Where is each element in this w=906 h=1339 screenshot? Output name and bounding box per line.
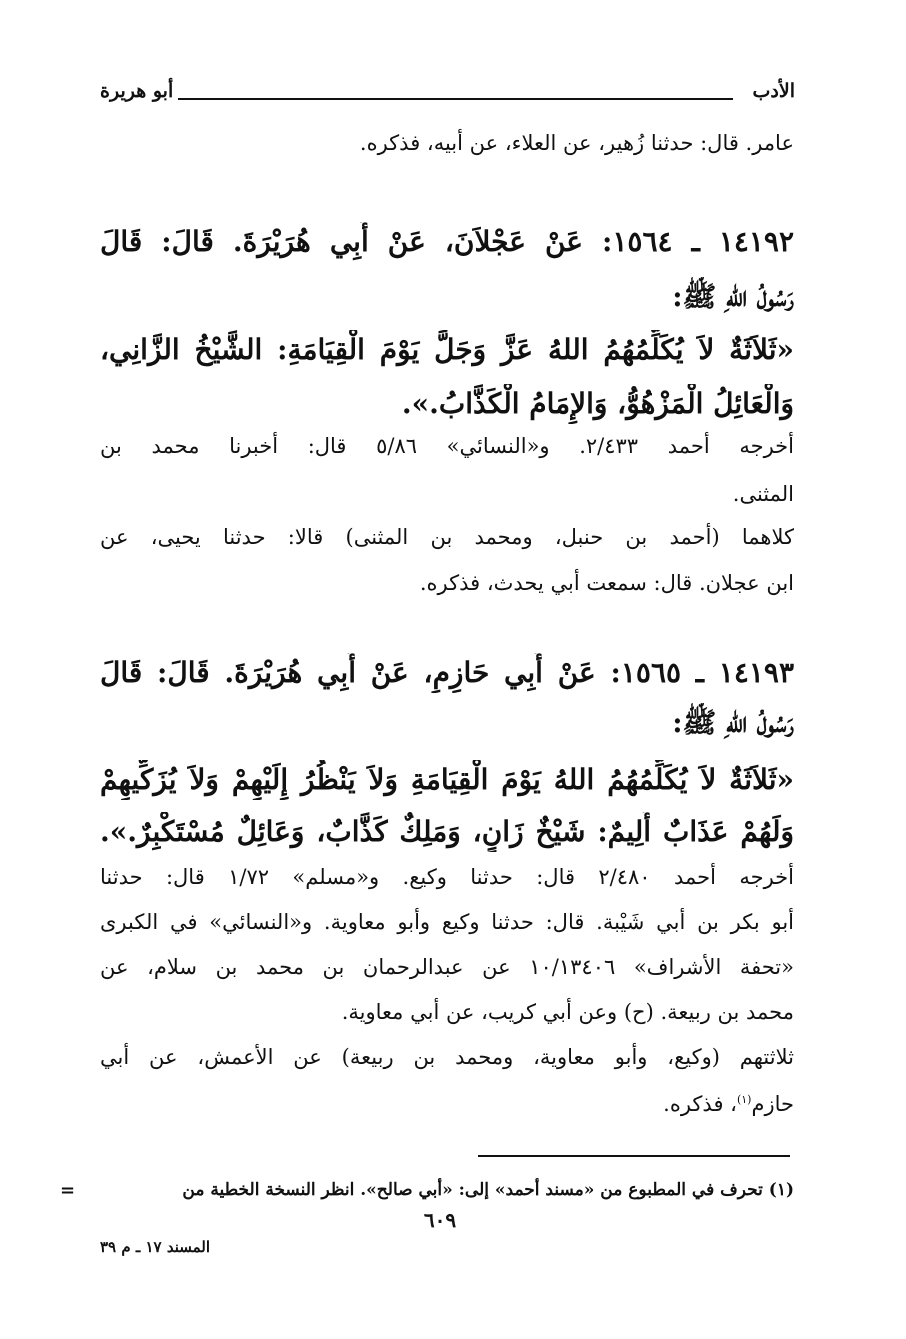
takhrij-text: ، فذكره.	[663, 1092, 737, 1116]
hadith-heading-line: رَسُولُ اللهِ ﷺ:	[672, 706, 794, 739]
takhrij-line: محمد بن ربيعة. (ح) وعن أبي كريب، عن أبي معاوية.	[341, 1000, 794, 1024]
footnote-reference: (١)	[736, 1093, 752, 1106]
hadith-matn-line: وَلَهُمْ عَذَابٌ أَلِيمٌ: شَيْخٌ زَانٍ، وَمَلِكٌ كَذَّابٌ، وَعَائِلٌ مُسْتَكْبِرٌ.».	[100, 815, 794, 848]
hadith-heading-line: ١٤١٩٣ ـ ١٥٦٥: عَنْ أَبِي حَازِمٍ، عَنْ أَبِي هُرَيْرَةَ. قَالَ: قَالَ	[100, 656, 794, 689]
takhrij-line: كلاهما (أحمد بن حنبل، ومحمد بن المثنى) قالا: حدثنا يحيى، عن	[100, 525, 794, 549]
takhrij-line: أبو بكر بن أبي شَيْبة. قال: حدثنا وكيع وأبو معاوية. و«النسائي» في الكبرى	[100, 910, 794, 934]
takhrij-line: «تحفة الأشراف» ١٠/١٣٤٠٦ عن عبدالرحمان بن محمد بن سلام، عن	[100, 955, 794, 979]
header-rule	[178, 98, 733, 100]
takhrij-line: ابن عجلان. قال: سمعت أبي يحدث، فذكره.	[419, 571, 794, 595]
text-line: عامر. قال: حدثنا زُهير، عن العلاء، عن أبيه، فذكره.	[359, 131, 794, 155]
hadith-matn-line: «ثَلاَثَةٌ لاَ يُكَلِّمُهُمُ اللهُ عَزَّ وَجَلَّ يَوْمَ الْقِيَامَةِ: الشَّيْخُ الزَّانِي،	[100, 333, 794, 366]
hadith-matn-line: وَالْعَائِلُ الْمَزْهُوُّ، وَالإِمَامُ الْكَذَّابُ.».	[401, 387, 794, 420]
page-number: ٦٠٩	[423, 1208, 457, 1232]
takhrij-line: أخرجه أحمد ٢/٤٣٣. و«النسائي» ٥/٨٦ قال: أخبرنا محمد بن	[100, 434, 794, 458]
hadith-heading-line: رَسُولُ اللهِ ﷺ:	[672, 280, 794, 313]
hadith-matn-line: «ثَلاَثَةٌ لاَ يُكَلِّمُهُمُ اللهُ يَوْمَ الْقِيَامَةِ وَلاَ يَنْظُرُ إِلَيْهِمْ وَلاَ يُزَكِّيهِمْ	[100, 763, 794, 796]
hadith-heading-line: ١٤١٩٢ ـ ١٥٦٤: عَنْ عَجْلاَنَ، عَنْ أَبِي هُرَيْرَةَ. قَالَ: قَالَ	[100, 225, 794, 258]
takhrij-line	[100, 1085, 794, 1119]
header-narrator: أبو هريرة	[100, 80, 174, 102]
takhrij-text: حازم	[751, 1092, 794, 1116]
takhrij-line: أخرجه أحمد ٢/٤٨٠ قال: حدثنا وكيع. و«مسلم» ١/٧٢ قال: حدثنا	[100, 865, 794, 889]
footnote: (١) تحرف في المطبوع من «مسند أحمد» إلى: «أبي صالح». انظر النسخة الخطية من	[182, 1180, 794, 1200]
footnote-rule	[478, 1155, 790, 1157]
footnote-continuation-mark: =	[60, 1180, 76, 1201]
takhrij-line: المثنى.	[732, 482, 794, 506]
takhrij-line: ثلاثتهم (وكيع، وأبو معاوية، ومحمد بن ربيعة) عن الأعمش، عن أبي	[100, 1045, 794, 1069]
signature-mark: المسند ١٧ ـ م ٣٩	[100, 1238, 211, 1256]
header-section-title: الأدب	[752, 80, 795, 102]
running-header	[100, 80, 795, 110]
